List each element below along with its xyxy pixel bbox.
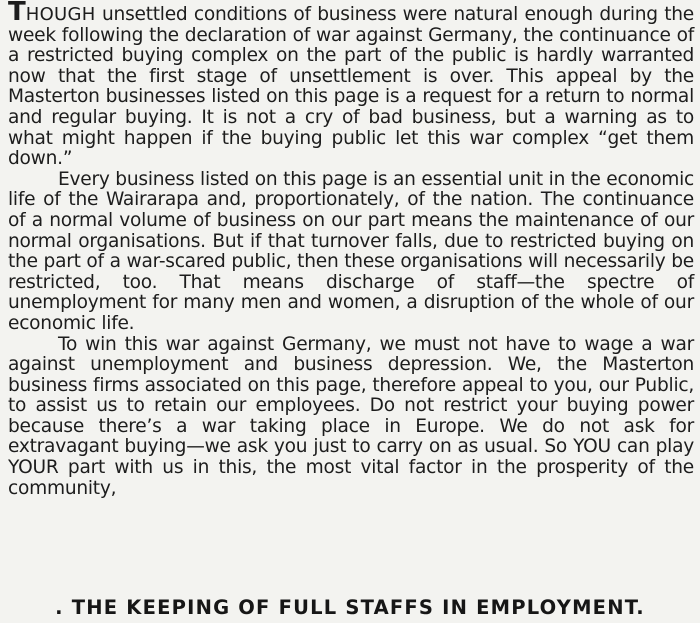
paragraph-1 bbox=[8, 2, 694, 170]
closing-slogan bbox=[0, 596, 700, 619]
slogan-text: THE KEEPING OF FULL STAFFS IN EMPLOYMENT. bbox=[71, 596, 645, 619]
paragraph-2: Every business listed on this page is an essential unit in the economic life of the Wairarapa and, proportionately, of the nation. The continuance of a normal volume of business on our part means the maintenance of our normal organisations. But if that turnover falls, due to restricted buying on the part of a war-scared public, then these organisations will necessarily be restricted, too. That means discharge of staff—the spectre of unemployment for many men and women, a disruption of the whole of our economic life. bbox=[8, 168, 694, 334]
article-body bbox=[8, 2, 694, 499]
paragraph-1-caps: HOUGH bbox=[25, 4, 96, 25]
paragraph-3: To win this war against Germany, we must not have to wage a war against unemployment and business depression. We, the Masterton business firms associated on this page, therefore appeal to you, our Public, to assist us to retain our employees. Do not restrict your buying power because there’s a war taking place in Europe. We do not ask for extravagant buying—we ask you just to carry on as usual. So YOU can play YOUR part with us in this, the most vital factor in the prosperity of the community, bbox=[8, 333, 694, 499]
paragraph-1-dropcap: T bbox=[8, 0, 26, 27]
paragraph-1-text: unsettled conditions of business were natural enough during the week following the declaration of war against Germany, the continuance of a restricted buying complex on the part of the public is hardly warranted now that the first stage of unsettlement is over. This appeal by the Masterton businesses listed on this page is a request for a return to normal and regular buying. It is not a cry of bad business, but a warning as to what might happen if the buying public let this war complex “get them down.” bbox=[8, 4, 694, 170]
slogan-lead-mark: . bbox=[55, 596, 64, 619]
